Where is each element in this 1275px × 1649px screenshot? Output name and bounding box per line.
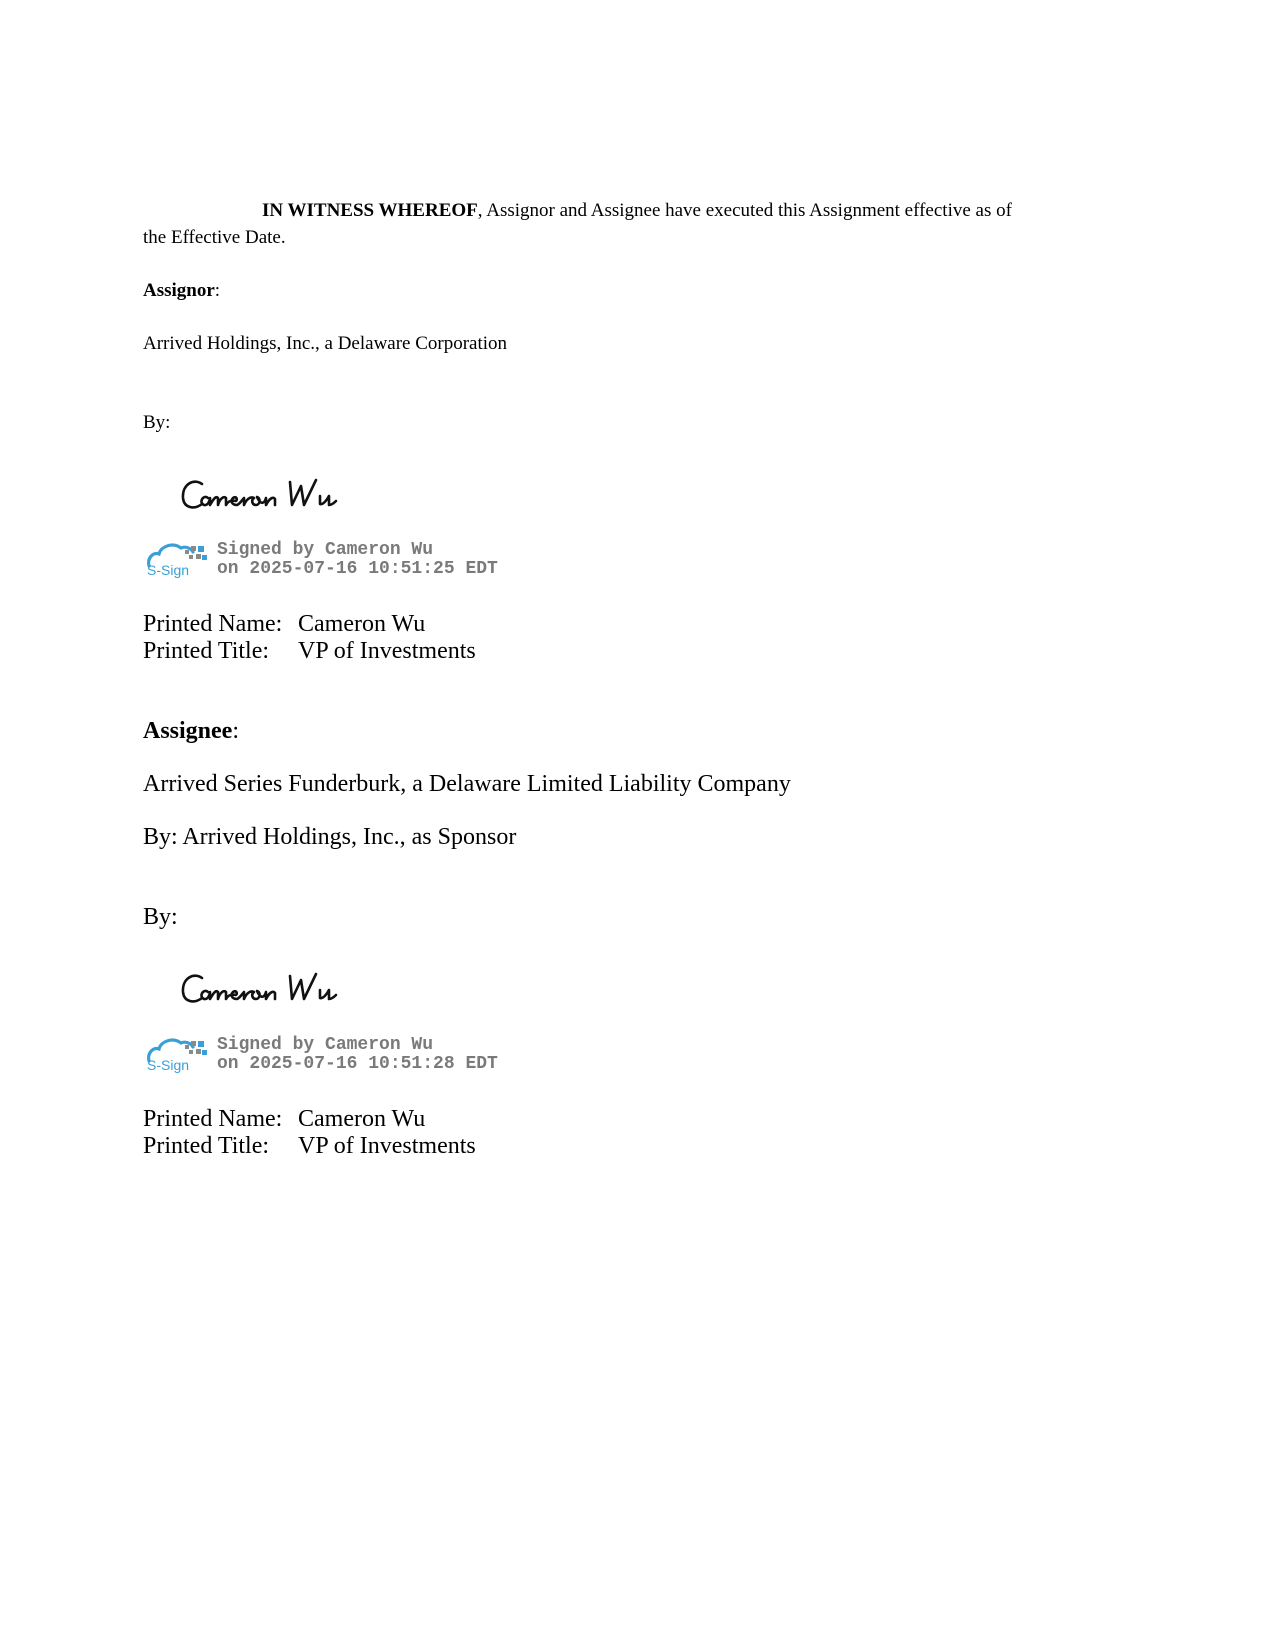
assignee-entity: Arrived Series Funderburk, a Delaware Limited Liability Company xyxy=(143,771,791,797)
witness-lead: IN WITNESS WHEREOF xyxy=(262,200,478,221)
assignor-heading xyxy=(143,278,220,304)
assignor-heading-label: Assignor xyxy=(143,280,215,301)
printed-name-value: Cameron Wu xyxy=(298,1106,426,1132)
witness-line-1 xyxy=(262,198,1012,224)
assignee-by-sponsor: By: Arrived Holdings, Inc., as Sponsor xyxy=(143,824,517,850)
assignee-printed-name xyxy=(143,1105,425,1133)
svg-text:S-Sign: S-Sign xyxy=(147,1057,190,1073)
assignee-printed-title xyxy=(143,1132,476,1160)
printed-name-label: Printed Name: xyxy=(143,1106,283,1132)
assignee-colon: : xyxy=(232,718,240,744)
s-sign-logo xyxy=(145,1035,209,1075)
assignee-signature-image xyxy=(180,968,360,1012)
assignor-printed-name xyxy=(143,610,425,638)
assignor-signature-image xyxy=(180,474,360,518)
printed-title-value: VP of Investments xyxy=(298,638,476,664)
signed-on-text: on 2025-07-16 10:51:28 EDT xyxy=(217,1054,498,1074)
signed-by-text: Signed by Cameron Wu xyxy=(217,540,434,560)
assignor-by-label: By: xyxy=(143,412,171,433)
signed-by-text: Signed by Cameron Wu xyxy=(217,1035,434,1055)
assignor-printed-title xyxy=(143,637,476,665)
printed-name-value: Cameron Wu xyxy=(298,611,426,637)
assignee-by-label: By: xyxy=(143,904,178,930)
printed-name-label: Printed Name: xyxy=(143,611,283,637)
printed-title-label: Printed Title: xyxy=(143,1133,270,1159)
signed-on-text: on 2025-07-16 10:51:25 EDT xyxy=(217,559,498,579)
witness-text: , Assignor and Assignee have executed this Assignment effective as of xyxy=(477,200,1012,221)
assignor-entity: Arrived Holdings, Inc., a Delaware Corporation xyxy=(143,333,508,354)
assignee-heading xyxy=(143,717,239,745)
assignee-heading-label: Assignee xyxy=(143,718,233,744)
assignor-colon: : xyxy=(214,280,221,301)
printed-title-label: Printed Title: xyxy=(143,638,270,664)
s-sign-logo xyxy=(145,540,209,580)
svg-text:S-Sign: S-Sign xyxy=(147,562,190,578)
witness-line-2: the Effective Date. xyxy=(143,227,286,248)
printed-title-value: VP of Investments xyxy=(298,1133,476,1159)
